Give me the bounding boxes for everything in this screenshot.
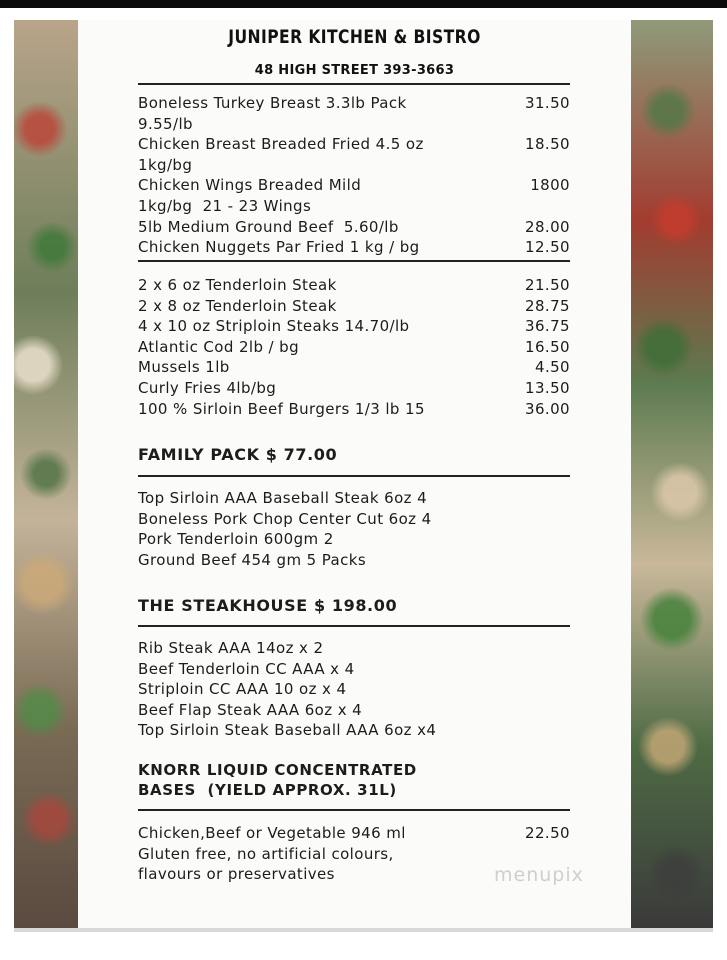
menu-item (138, 237, 570, 258)
menu-item (138, 378, 570, 399)
item-price: 18.50 (525, 135, 570, 154)
item-name: Chicken Nuggets Par Fried 1 kg / bg (138, 238, 420, 257)
list-item: Beef Tenderloin CC AAA x 4 (138, 659, 355, 678)
divider (138, 809, 570, 811)
item-name: 4 x 10 oz Striploin Steaks 14.70/lb (138, 317, 410, 336)
menu-item (138, 93, 570, 134)
item-name: Chicken Wings Breaded Mild 1kg/bg 21 - 23 Wings (138, 176, 362, 215)
restaurant-address: 48 HIGH STREET 393-3663 (254, 63, 455, 78)
divider (138, 83, 570, 85)
menu-item (138, 316, 570, 337)
menu-item (138, 296, 570, 317)
item-price: 36.00 (525, 399, 570, 418)
list-item: Boneless Pork Chop Center Cut 6oz 4 (138, 509, 432, 528)
menu-item (138, 399, 570, 420)
menu-item (138, 275, 570, 296)
menu-item (138, 175, 570, 216)
item-price: 1800 (530, 176, 570, 195)
list-item: Top Sirloin AAA Baseball Steak 6oz 4 (138, 489, 428, 507)
divider (138, 260, 570, 262)
list-item: Beef Flap Steak AAA 6oz x 4 (138, 700, 363, 719)
item-name: Atlantic Cod 2lb / bg (138, 337, 300, 356)
item-price: 28.75 (525, 296, 570, 315)
menu-item (138, 337, 570, 358)
item-name: Mussels 1lb (138, 358, 230, 377)
divider (138, 625, 570, 627)
list-item: Top Sirloin Steak Baseball AAA 6oz x4 (138, 721, 437, 740)
menu-item (138, 217, 570, 238)
menu-section-meats (138, 275, 570, 419)
menu-item (138, 134, 570, 175)
food-photo-left (14, 20, 78, 928)
item-name: 100 % Sirloin Beef Burgers 1/3 lb 15 (138, 399, 425, 418)
menu-section-poultry (138, 93, 570, 258)
item-price: 12.50 (525, 238, 570, 257)
family-pack-heading: FAMILY PACK $ 77.00 (138, 445, 338, 464)
steakhouse-items (138, 638, 570, 741)
restaurant-name: JUNIPER KITCHEN & BISTRO (228, 26, 481, 48)
list-item: Rib Steak AAA 14oz x 2 (138, 639, 324, 657)
menu-item (138, 357, 570, 378)
item-name: 2 x 6 oz Tenderloin Steak (138, 276, 337, 294)
item-name: Curly Fries 4lb/bg (138, 378, 277, 397)
bottom-border (14, 928, 713, 932)
family-pack-items (138, 488, 570, 570)
food-photo-right (631, 20, 713, 928)
list-item: Ground Beef 454 gm 5 Packs (138, 550, 367, 569)
menu-panel (78, 20, 631, 928)
top-border (0, 0, 727, 8)
list-item: Pork Tenderloin 600gm 2 (138, 530, 334, 549)
item-name: Chicken Breast Breaded Fried 4.5 oz 1kg/bg (138, 135, 424, 174)
divider (138, 475, 570, 477)
item-price: 13.50 (525, 378, 570, 397)
item-price: 22.50 (525, 824, 570, 842)
item-name: Chicken,Beef or Vegetable 946 ml Gluten free, no artificial colours, flavours or preservatives (138, 824, 406, 884)
steakhouse-heading: THE STEAKHOUSE $ 198.00 (138, 596, 398, 615)
item-price: 28.00 (525, 217, 570, 236)
item-price: 16.50 (525, 337, 570, 356)
item-price: 31.50 (525, 94, 570, 112)
item-price: 4.50 (535, 358, 570, 377)
list-item: Striploin CC AAA 10 oz x 4 (138, 680, 347, 699)
item-name: 5lb Medium Ground Beef 5.60/lb (138, 217, 399, 236)
item-name: Boneless Turkey Breast 3.3lb Pack 9.55/lb (138, 94, 407, 133)
item-price: 21.50 (525, 276, 570, 294)
knorr-heading: KNORR LIQUID CONCENTRATED BASES (YIELD APPROX. 31L) (138, 761, 417, 799)
watermark: menupix (494, 864, 584, 886)
item-name: 2 x 8 oz Tenderloin Steak (138, 296, 337, 315)
item-price: 36.75 (525, 317, 570, 336)
